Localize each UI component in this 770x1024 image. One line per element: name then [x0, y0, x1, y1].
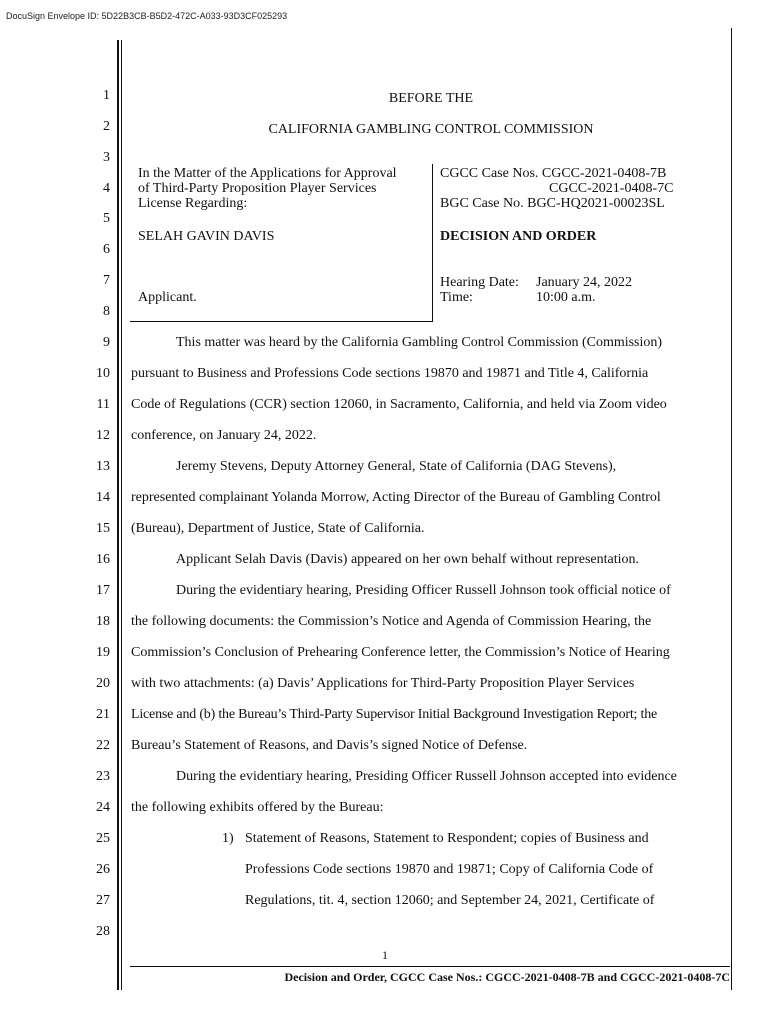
footer-rule — [130, 966, 730, 967]
line-number: 25 — [96, 831, 110, 846]
body-line: with two attachments: (a) Davis’ Applications for Third-Party Proposition Player Services — [131, 676, 635, 691]
line-number: 9 — [103, 335, 110, 350]
line-number: 8 — [103, 304, 110, 319]
body-line: Applicant Selah Davis (Davis) appeared on her own behalf without representation. — [176, 552, 640, 567]
list-line: Statement of Reasons, Statement to Respondent; copies of Business and — [245, 831, 649, 846]
line-number: 26 — [96, 862, 110, 877]
body-line: Commission’s Conclusion of Prehearing Conference letter, the Commission’s Notice of Hearing — [131, 645, 670, 660]
line-number: 23 — [96, 769, 110, 784]
line-number: 5 — [103, 211, 110, 226]
time-value: 10:00 a.m. — [536, 290, 596, 305]
line-number: 12 — [96, 428, 110, 443]
heading-commission: CALIFORNIA GAMBLING CONTROL COMMISSION — [268, 122, 594, 137]
case-numbers-line: CGCC Case Nos. CGCC-2021-0408-7B — [440, 166, 667, 181]
line-number: 11 — [96, 397, 110, 412]
heading-before-the: BEFORE THE — [388, 91, 474, 106]
line-number: 18 — [96, 614, 110, 629]
line-number: 3 — [103, 150, 110, 165]
document-title: DECISION AND ORDER — [440, 229, 597, 244]
body-line: (Bureau), Department of Justice, State of California. — [131, 521, 425, 536]
matter-line: In the Matter of the Applications for Approval — [138, 166, 397, 181]
line-number: 1 — [103, 88, 110, 103]
line-number: 27 — [96, 893, 110, 908]
body-line: Bureau’s Statement of Reasons, and Davis’s signed Notice of Defense. — [131, 738, 528, 753]
case-numbers-line: CGCC-2021-0408-7C — [549, 181, 674, 196]
line-number: 22 — [96, 738, 110, 753]
line-number: 21 — [96, 707, 110, 722]
body-line: the following documents: the Commission’s Notice and Agenda of Commission Hearing, the — [131, 614, 652, 629]
case-numbers-line: BGC Case No. BGC-HQ2021-00023SL — [440, 196, 665, 211]
applicant-label: Applicant. — [138, 290, 197, 305]
line-number: 2 — [103, 119, 110, 134]
body-line: Jeremy Stevens, Deputy Attorney General, State of California (DAG Stevens), — [176, 459, 617, 474]
body-line: conference, on January 24, 2022. — [131, 428, 317, 443]
page-number: 1 — [382, 948, 388, 962]
line-number: 16 — [96, 552, 110, 567]
line-number: 28 — [96, 924, 110, 939]
envelope-id: DocuSign Envelope ID: 5D22B3CB-B5D2-472C-A033-93D3CF025293 — [6, 11, 288, 21]
left-margin-rule-outer — [117, 40, 119, 990]
applicant-name: SELAH GAVIN DAVIS — [138, 229, 275, 244]
line-number: 4 — [103, 181, 110, 196]
line-number: 17 — [96, 583, 110, 598]
list-line: Professions Code sections 19870 and 19871; Copy of California Code of — [245, 862, 654, 877]
body-line: This matter was heard by the California Gambling Control Commission (Commission) — [176, 335, 663, 350]
body-line: Code of Regulations (CCR) section 12060, in Sacramento, California, and held via Zoom video — [131, 397, 667, 412]
line-number: 6 — [103, 242, 110, 257]
body-line: the following exhibits offered by the Bureau: — [131, 800, 384, 815]
footer-title: Decision and Order, CGCC Case Nos.: CGCC-2021-0408-7B and CGCC-2021-0408-7C — [284, 970, 730, 984]
hearing-date-value: January 24, 2022 — [536, 275, 633, 290]
list-marker: 1) — [222, 831, 234, 846]
line-number: 20 — [96, 676, 110, 691]
list-line: Regulations, tit. 4, section 12060; and September 24, 2021, Certificate of — [245, 893, 655, 908]
line-number: 7 — [103, 273, 110, 288]
line-number: 19 — [96, 645, 110, 660]
line-number: 24 — [96, 800, 110, 815]
matter-line: License Regarding: — [138, 196, 248, 211]
body-line: License and (b) the Bureau’s Third-Party Supervisor Initial Background Investigation Report; the — [131, 707, 658, 722]
body-line: represented complainant Yolanda Morrow, Acting Director of the Bureau of Gambling Control — [131, 490, 661, 505]
line-number: 14 — [96, 490, 110, 505]
body-line: During the evidentiary hearing, Presiding Officer Russell Johnson took official notice of — [176, 583, 671, 598]
body-line: pursuant to Business and Professions Code sections 19870 and 19871 and Title 4, California — [131, 366, 649, 381]
left-margin-rule-inner — [121, 40, 122, 990]
hearing-date-label: Hearing Date: — [440, 275, 519, 290]
body-line: During the evidentiary hearing, Presiding Officer Russell Johnson accepted into evidence — [176, 769, 677, 784]
matter-line: of Third-Party Proposition Player Services — [138, 181, 377, 196]
line-number: 10 — [96, 366, 110, 381]
time-label: Time: — [440, 290, 473, 305]
line-number: 13 — [96, 459, 110, 474]
right-margin-rule — [731, 28, 732, 990]
line-number: 15 — [96, 521, 110, 536]
